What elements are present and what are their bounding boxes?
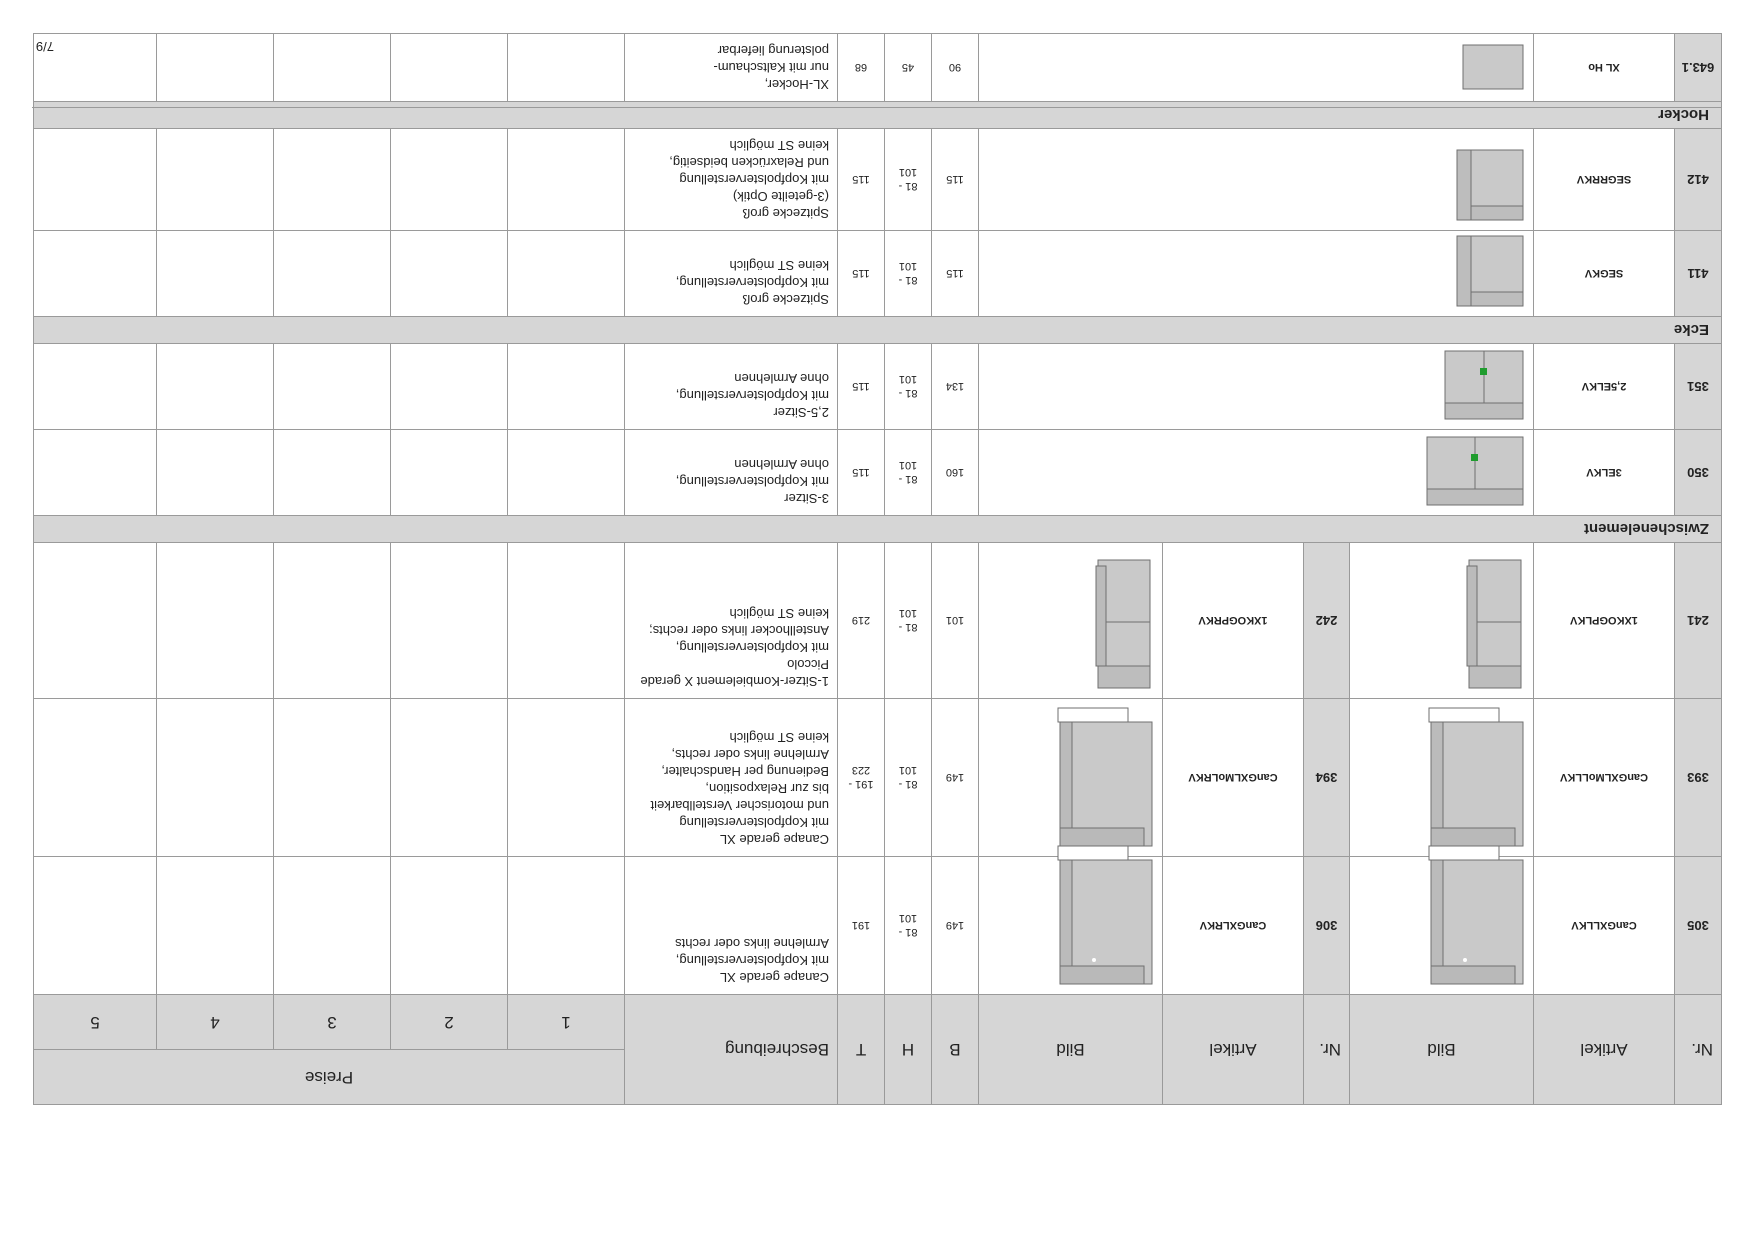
price-cell-1[interactable] xyxy=(508,543,625,699)
price-cell-1[interactable] xyxy=(508,344,625,430)
desc-line: Anstellhocker links oder rechts; xyxy=(649,623,829,638)
col-preise: Preise xyxy=(33,1050,624,1105)
article-nr: 393 xyxy=(1675,699,1722,857)
price-cell-1[interactable] xyxy=(508,430,625,516)
price-level-5: 5 xyxy=(33,995,156,1050)
price-cell-3[interactable] xyxy=(274,344,391,430)
desc-line: 101 xyxy=(898,166,918,179)
col-bild: Bild xyxy=(1350,995,1534,1105)
price-cell-4[interactable] xyxy=(157,430,274,516)
kombi-drawing xyxy=(1425,542,1525,692)
article-picture xyxy=(1350,543,1534,699)
table-row xyxy=(33,34,1721,102)
page-number: 7/9 xyxy=(35,39,54,54)
canape-drawing xyxy=(1425,838,1525,988)
height-h xyxy=(885,34,932,102)
desc-line: 101 xyxy=(898,912,918,925)
desc-line: 223 xyxy=(851,764,871,777)
kombi-drawing xyxy=(1054,542,1154,692)
article-picture xyxy=(979,231,1534,317)
desc-line: 1-Sitzer-Kombielement X gerade xyxy=(640,674,829,689)
desc-line: mit Kopfpolsterverstellung, xyxy=(675,388,829,403)
desc-line: 101 xyxy=(898,459,918,472)
col-h: H xyxy=(885,995,932,1105)
desc-line: Spitzecke groß xyxy=(742,206,829,221)
article-nr: 351 xyxy=(1675,344,1722,430)
table-row xyxy=(33,699,1721,857)
article-nr-2: 306 xyxy=(1304,857,1350,995)
depth-t xyxy=(838,699,885,857)
price-table-frame xyxy=(34,33,1722,1105)
col-artikel-2: Artikel xyxy=(1163,995,1304,1105)
depth-t: 115 xyxy=(838,344,885,430)
desc-line: und Relaxrücken beidseitig, xyxy=(669,155,829,170)
table-row xyxy=(33,129,1721,231)
section-header xyxy=(33,516,1721,543)
desc-line: 81 - xyxy=(898,274,918,287)
article-code-2: CanGXLMoLRKV xyxy=(1163,699,1304,857)
height-h xyxy=(885,857,932,995)
price-cell-5[interactable] xyxy=(33,543,156,699)
table-row xyxy=(33,543,1721,699)
desc-line: 101 xyxy=(898,607,918,620)
article-code: 1XKOGPLKV xyxy=(1534,543,1675,699)
height-h xyxy=(885,129,932,231)
width-b: 149 xyxy=(932,699,979,857)
price-cell-1[interactable] xyxy=(508,34,625,102)
col-artikel: Artikel xyxy=(1534,995,1675,1105)
desc-line: (3-geteilte Optik) xyxy=(732,189,829,204)
article-picture xyxy=(1350,699,1534,857)
desc-line: bis zur Relaxposition, xyxy=(705,781,829,796)
col-t: T xyxy=(838,995,885,1105)
width-b: 101 xyxy=(932,543,979,699)
desc-line: nur mit Kaltschaum- xyxy=(713,60,829,75)
depth-t: 115 xyxy=(838,129,885,231)
article-code: CanGXLLKV xyxy=(1534,857,1675,995)
article-picture xyxy=(979,344,1534,430)
section-title: Zwischenelement xyxy=(33,516,1721,543)
price-cell-3[interactable] xyxy=(274,231,391,317)
price-cell-1[interactable] xyxy=(508,699,625,857)
desc-line: keine ST möglich xyxy=(729,138,829,153)
desc-line: ohne Armlehnen xyxy=(734,371,829,386)
price-level-3: 3 xyxy=(274,995,391,1050)
section-title: Ecke xyxy=(33,317,1721,344)
price-cell-3[interactable] xyxy=(274,129,391,231)
width-b: 149 xyxy=(932,857,979,995)
article-picture-2 xyxy=(979,543,1163,699)
height-h xyxy=(885,543,932,699)
price-cell-3[interactable] xyxy=(274,430,391,516)
desc-line: 101 xyxy=(898,764,918,777)
description xyxy=(625,543,838,699)
desc-line: 101 xyxy=(898,260,918,273)
height-h xyxy=(885,699,932,857)
price-cell-2[interactable] xyxy=(391,699,508,857)
depth-t: 115 xyxy=(838,430,885,516)
desc-line: 45 xyxy=(901,61,915,74)
desc-line: keine ST möglich xyxy=(729,730,829,745)
article-picture xyxy=(979,430,1534,516)
price-cell-5[interactable] xyxy=(33,34,156,102)
desc-line: 81 - xyxy=(898,926,918,939)
depth-t: 115 xyxy=(838,231,885,317)
price-cell-5[interactable] xyxy=(33,344,156,430)
article-nr: 241 xyxy=(1675,543,1722,699)
description xyxy=(625,430,838,516)
article-code: 3ELKV xyxy=(1534,430,1675,516)
price-cell-4[interactable] xyxy=(157,129,274,231)
article-nr-2: 242 xyxy=(1304,543,1350,699)
depth-t: 68 xyxy=(838,34,885,102)
desc-line: XL-Hocker, xyxy=(764,77,829,92)
price-cell-5[interactable] xyxy=(33,129,156,231)
table-row xyxy=(33,231,1721,317)
price-cell-3[interactable] xyxy=(274,857,391,995)
price-cell-2[interactable] xyxy=(391,344,508,430)
article-picture xyxy=(1350,857,1534,995)
desc-line: 219 xyxy=(851,614,871,627)
price-table xyxy=(33,33,1722,1105)
price-cell-2[interactable] xyxy=(391,430,508,516)
price-cell-1[interactable] xyxy=(508,231,625,317)
article-code: CanGXLMoLLKV xyxy=(1534,699,1675,857)
article-picture-2 xyxy=(979,857,1163,995)
desc-line: 191 - xyxy=(848,778,874,791)
col-beschreibung: Beschreibung xyxy=(625,995,838,1105)
price-cell-2[interactable] xyxy=(391,129,508,231)
description xyxy=(625,344,838,430)
desc-line: mit Kopfpolsterverstellung xyxy=(679,815,829,830)
price-level-2: 2 xyxy=(391,995,508,1050)
price-cell-1[interactable] xyxy=(508,857,625,995)
desc-line: Bedienung per Handschalter, xyxy=(661,764,829,779)
price-cell-1[interactable] xyxy=(508,129,625,231)
desc-line: 81 - xyxy=(898,180,918,193)
table-row xyxy=(33,344,1721,430)
price-cell-5[interactable] xyxy=(33,231,156,317)
width-b: 160 xyxy=(932,430,979,516)
desc-line: Armlehne links oder rechts, xyxy=(671,747,829,762)
description xyxy=(625,231,838,317)
desc-line: 101 xyxy=(898,373,918,386)
article-nr: 350 xyxy=(1675,430,1722,516)
article-code-2: CanGXLRKV xyxy=(1163,857,1304,995)
description xyxy=(625,699,838,857)
description xyxy=(625,857,838,995)
article-nr-2: 394 xyxy=(1304,699,1350,857)
width-b: 115 xyxy=(932,231,979,317)
desc-line: 3-Sitzer xyxy=(784,491,829,506)
description xyxy=(625,34,838,102)
desc-line: 81 - xyxy=(898,778,918,791)
width-b: 115 xyxy=(932,129,979,231)
canape-drawing xyxy=(1054,838,1154,988)
corner-relax-drawing xyxy=(1425,74,1525,224)
desc-line: und motorischer Verstellbarkeit xyxy=(650,798,829,813)
price-cell-2[interactable] xyxy=(391,231,508,317)
depth-t xyxy=(838,857,885,995)
price-cell-4[interactable] xyxy=(157,543,274,699)
bottom-rule xyxy=(32,107,1722,108)
desc-line: 2,5-Sitzer xyxy=(773,405,829,420)
price-cell-2[interactable] xyxy=(391,34,508,102)
price-cell-4[interactable] xyxy=(157,344,274,430)
article-nr: 305 xyxy=(1675,857,1722,995)
description xyxy=(625,129,838,231)
desc-line: keine ST möglich xyxy=(729,258,829,273)
price-cell-4[interactable] xyxy=(157,857,274,995)
col-b: B xyxy=(932,995,979,1105)
article-code: SEGKV xyxy=(1534,231,1675,317)
article-nr: 411 xyxy=(1675,231,1722,317)
height-h xyxy=(885,231,932,317)
price-cell-2[interactable] xyxy=(391,543,508,699)
desc-line: 191 xyxy=(851,919,871,932)
desc-line: Armlehne links oder rechts xyxy=(675,936,829,951)
article-nr: 412 xyxy=(1675,129,1722,231)
price-cell-4[interactable] xyxy=(157,699,274,857)
price-level-1: 1 xyxy=(508,995,625,1050)
section-title: Hocker xyxy=(33,102,1721,129)
canape-motor-drawing xyxy=(1425,700,1525,850)
desc-line: mit Kopfpolsterverstellung, xyxy=(675,640,829,655)
col-nr: Nr. xyxy=(1675,995,1722,1105)
desc-line: mit Kopfpolsterverstellung, xyxy=(675,953,829,968)
article-code-2: 1XKOGPRKV xyxy=(1163,543,1304,699)
price-cell-3[interactable] xyxy=(274,34,391,102)
price-cell-5[interactable] xyxy=(33,857,156,995)
article-code: SEGRRKV xyxy=(1534,129,1675,231)
col-bild-2: Bild xyxy=(979,995,1163,1105)
height-h xyxy=(885,430,932,516)
desc-line: Piccolo xyxy=(787,657,829,672)
desc-line: keine ST möglich xyxy=(729,606,829,621)
price-cell-5[interactable] xyxy=(33,430,156,516)
article-code: XL Ho xyxy=(1534,34,1675,102)
canape-motor-drawing xyxy=(1054,700,1154,850)
price-cell-4[interactable] xyxy=(157,231,274,317)
desc-line: Canape gerade XL xyxy=(719,970,829,985)
desc-line: ohne Armlehnen xyxy=(734,457,829,472)
desc-line: Canape gerade XL xyxy=(719,832,829,847)
article-picture-2 xyxy=(979,699,1163,857)
desc-line: mit Kopfpolsterverstellung, xyxy=(675,474,829,489)
article-nr: 643.1 xyxy=(1675,34,1722,102)
hocker-drawing xyxy=(1425,0,1525,95)
table-row xyxy=(33,857,1721,995)
height-h xyxy=(885,344,932,430)
width-b: 90 xyxy=(932,34,979,102)
table-row xyxy=(33,430,1721,516)
desc-line: 81 - xyxy=(898,621,918,634)
price-cell-3[interactable] xyxy=(274,699,391,857)
desc-line: mit Kopfpolsterverstellung, xyxy=(675,275,829,290)
article-picture xyxy=(979,34,1534,102)
price-cell-4[interactable] xyxy=(157,34,274,102)
price-level-4: 4 xyxy=(157,995,274,1050)
depth-t xyxy=(838,543,885,699)
desc-line: mit Kopfpolsterverstellung xyxy=(679,172,829,187)
desc-line: Spitzecke groß xyxy=(742,292,829,307)
desc-line: polsterung lieferbar xyxy=(717,43,829,58)
article-picture xyxy=(979,129,1534,231)
col-nr-2: Nr. xyxy=(1304,995,1350,1105)
price-cell-3[interactable] xyxy=(274,543,391,699)
article-code: 2,5ELKV xyxy=(1534,344,1675,430)
price-cell-2[interactable] xyxy=(391,857,508,995)
desc-line: 81 - xyxy=(898,473,918,486)
price-cell-5[interactable] xyxy=(33,699,156,857)
width-b: 134 xyxy=(932,344,979,430)
desc-line: 81 - xyxy=(898,387,918,400)
